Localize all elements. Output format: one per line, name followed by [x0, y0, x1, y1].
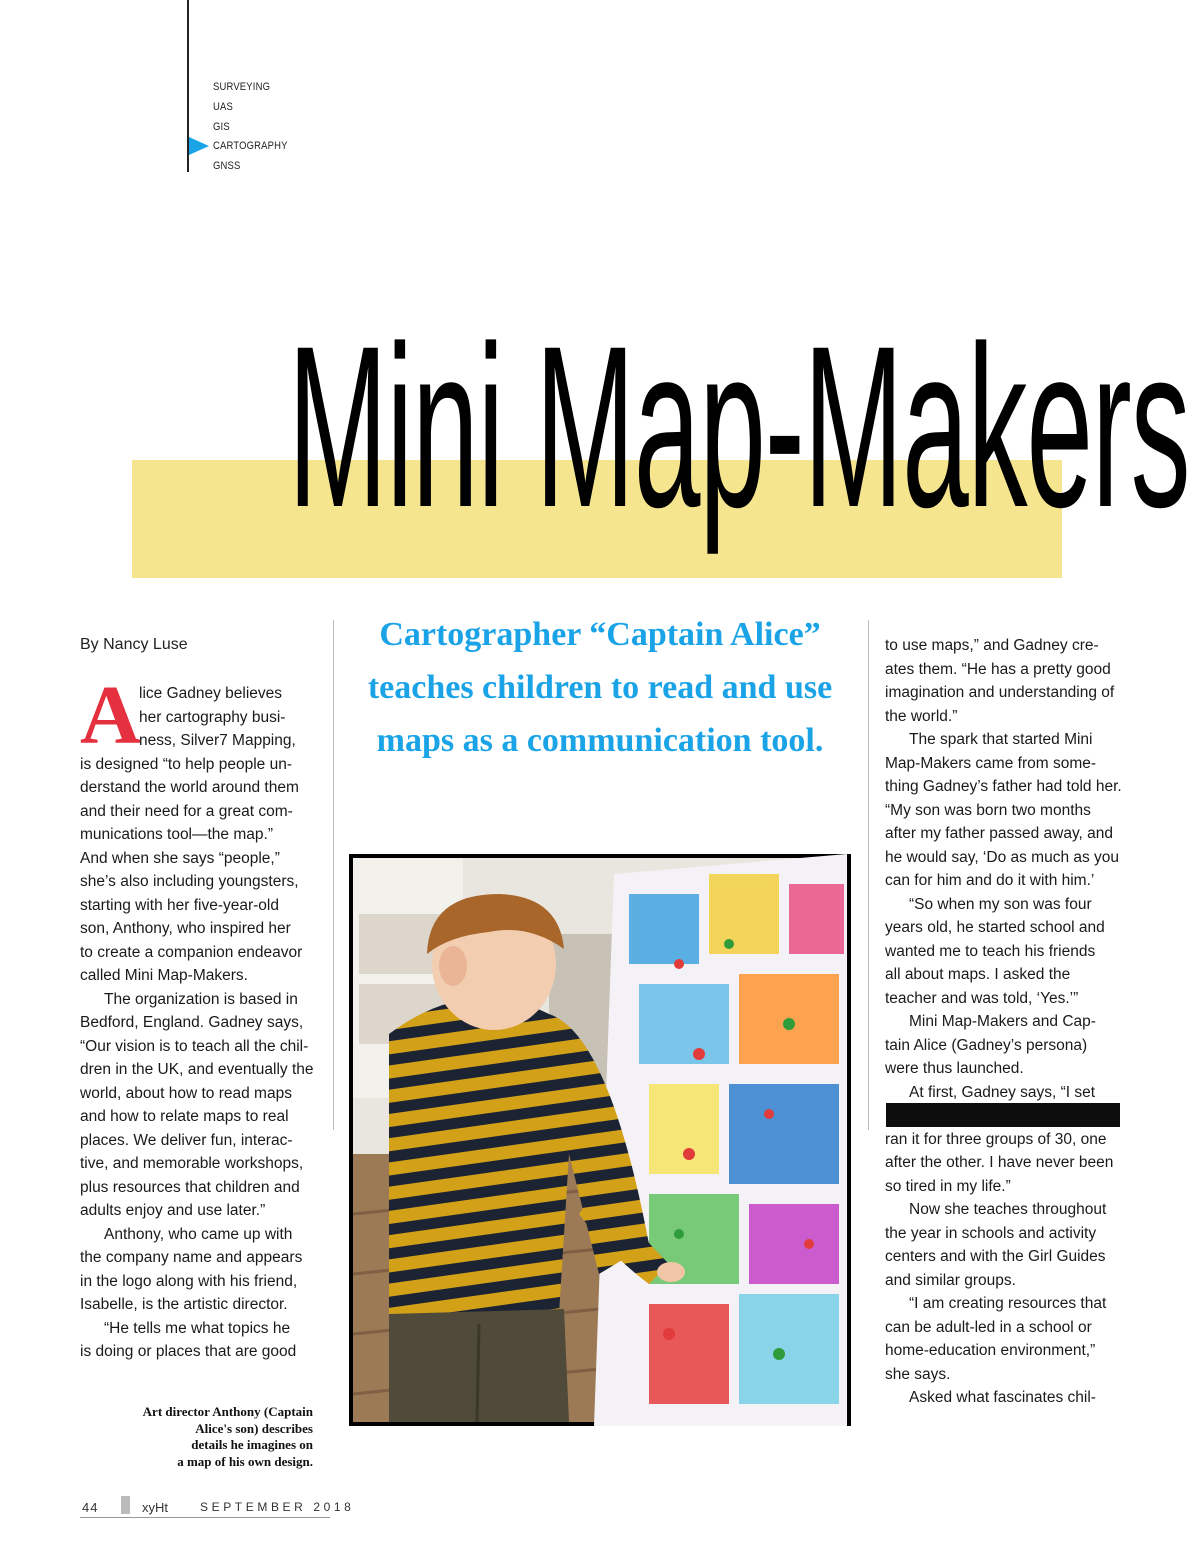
article-line: were thus launched.: [885, 1060, 1024, 1077]
article-line: munications tool—the map.”: [80, 826, 273, 843]
article-line: centers and with the Girl Guides: [885, 1248, 1106, 1265]
article-photo: [349, 854, 851, 1426]
article-line: the company name and appears: [80, 1249, 303, 1266]
byline: By Nancy Luse: [80, 636, 188, 653]
article-line: is doing or places that are good: [80, 1343, 297, 1360]
category-uas: UAS: [213, 100, 233, 113]
article-line: “He tells me what topics he: [104, 1319, 291, 1337]
caption-line: a map of his own design.: [177, 1453, 313, 1469]
article-line: “So when my son was four: [909, 895, 1092, 913]
article-column-right: [885, 634, 1125, 1410]
article-line: The organization is based in: [104, 990, 298, 1008]
category-surveying: SURVEYING: [213, 81, 271, 93]
article-line: And when she says “people,”: [80, 849, 280, 867]
article-line: son, Anthony, who inspired her: [80, 920, 291, 937]
column-divider: [333, 620, 334, 1130]
section-category-list: [213, 78, 300, 177]
article-line: “My son was born two months: [885, 801, 1091, 819]
article-line: wanted me to teach his friends: [885, 942, 1096, 960]
article-line: Now she teaches throughout: [909, 1201, 1107, 1218]
caption-line: Alice's son) describes: [195, 1420, 313, 1436]
article-line: The spark that started Mini: [909, 731, 1093, 748]
article-line: Map-Makers came from some-: [885, 754, 1097, 772]
article-line: derstand the world around them: [80, 779, 299, 796]
article-line: Mini Map-Makers and Cap-: [909, 1013, 1096, 1030]
article-line: in the logo along with his friend,: [80, 1272, 298, 1290]
article-line: and similar groups.: [885, 1271, 1016, 1289]
photo-caption: [80, 1404, 313, 1470]
article-line: lice Gadney believes: [139, 685, 283, 702]
caption-line: details he imagines on: [191, 1437, 313, 1452]
column-divider: [868, 620, 869, 1130]
article-line: At first, Gadney says, “I set: [909, 1083, 1096, 1101]
article-line: can for him and do it with him.’: [885, 872, 1095, 889]
article-line: the year in schools and activity: [885, 1224, 1097, 1242]
article-line: he would say, ‘Do as much as you: [885, 848, 1120, 866]
article-line: dren in the UK, and eventually the: [80, 1061, 314, 1078]
article-line: can be adult-led in a school or: [885, 1318, 1092, 1336]
article-line: “Our vision is to teach all the chil-: [80, 1037, 309, 1055]
article-line: all about maps. I asked the: [885, 966, 1071, 983]
article-line: starting with her five-year-old: [80, 896, 279, 914]
article-line: the world.”: [885, 707, 958, 725]
article-line: plus resources that children and: [80, 1178, 300, 1196]
article-line: adults enjoy and use later.”: [80, 1202, 266, 1219]
article-line: places. We deliver fun, interac-: [80, 1131, 293, 1149]
article-line: is designed “to help people un-: [80, 755, 292, 773]
active-section-marker-icon: [189, 137, 209, 155]
article-line: tive, and memorable workshops,: [80, 1155, 304, 1172]
article-line: home-education environment,”: [885, 1342, 1096, 1359]
category-gis: GIS: [213, 120, 230, 133]
photo-child-at-map-wall: [349, 854, 851, 1426]
article-line: tain Alice (Gadney’s persona): [885, 1036, 1088, 1054]
page-number: 44: [82, 1500, 99, 1515]
article-line: years old, he started school and: [885, 919, 1105, 936]
article-line: imagination and understanding of: [885, 684, 1115, 701]
article-line: Anthony, who came up with: [104, 1225, 293, 1243]
article-line: her cartography busi-: [139, 708, 286, 726]
article-line: to use maps,” and Gadney cre-: [885, 637, 1099, 654]
article-line: world, about how to read maps: [80, 1084, 292, 1102]
article-line: so tired in my life.”: [885, 1177, 1011, 1195]
magazine-name: xyHt: [142, 1500, 168, 1515]
article-line: ran it for three groups of 30, one: [885, 1130, 1107, 1148]
article-line: “I am creating resources that: [909, 1295, 1107, 1312]
article-line: to create a companion endeavor: [80, 943, 303, 961]
column-end-bar: [886, 1103, 1120, 1127]
footer-rule: [80, 1517, 330, 1518]
headline-title: Mini Map-Makers: [288, 298, 1190, 555]
deck-pull-quote: Cartographer “Captain Alice” teaches children to read and use maps as a communication tool.: [367, 616, 833, 759]
article-line: called Mini Map-Makers.: [80, 967, 248, 984]
article-line: and their need for a great com-: [80, 802, 293, 820]
article-line: after the other. I have never been: [885, 1154, 1114, 1171]
category-gnss: GNSS: [213, 160, 241, 173]
article-line: she says.: [885, 1365, 951, 1383]
article-line: ates them. “He has a pretty good: [885, 660, 1111, 678]
issue-date: SEPTEMBER 2018: [200, 1500, 355, 1514]
article-line: she’s also including youngsters,: [80, 873, 299, 890]
article-line: ness, Silver7 Mapping,: [139, 732, 296, 749]
article-line: Isabelle, is the artistic director.: [80, 1296, 288, 1313]
article-line: Bedford, England. Gadney says,: [80, 1014, 304, 1031]
article-column-left: [80, 669, 320, 1364]
category-cartography: CARTOGRAPHY: [213, 140, 288, 153]
article-line: teacher and was told, ‘Yes.’”: [885, 989, 1079, 1007]
caption-line: Art director Anthony (Captain: [142, 1404, 313, 1419]
folio-block: [121, 1496, 130, 1514]
article-line: and how to relate maps to real: [80, 1108, 289, 1125]
drop-cap: A: [80, 669, 141, 762]
article-line: Asked what fascinates chil-: [909, 1389, 1096, 1406]
article-line: thing Gadney’s father had told her.: [885, 778, 1122, 795]
article-line: after my father passed away, and: [885, 825, 1114, 842]
